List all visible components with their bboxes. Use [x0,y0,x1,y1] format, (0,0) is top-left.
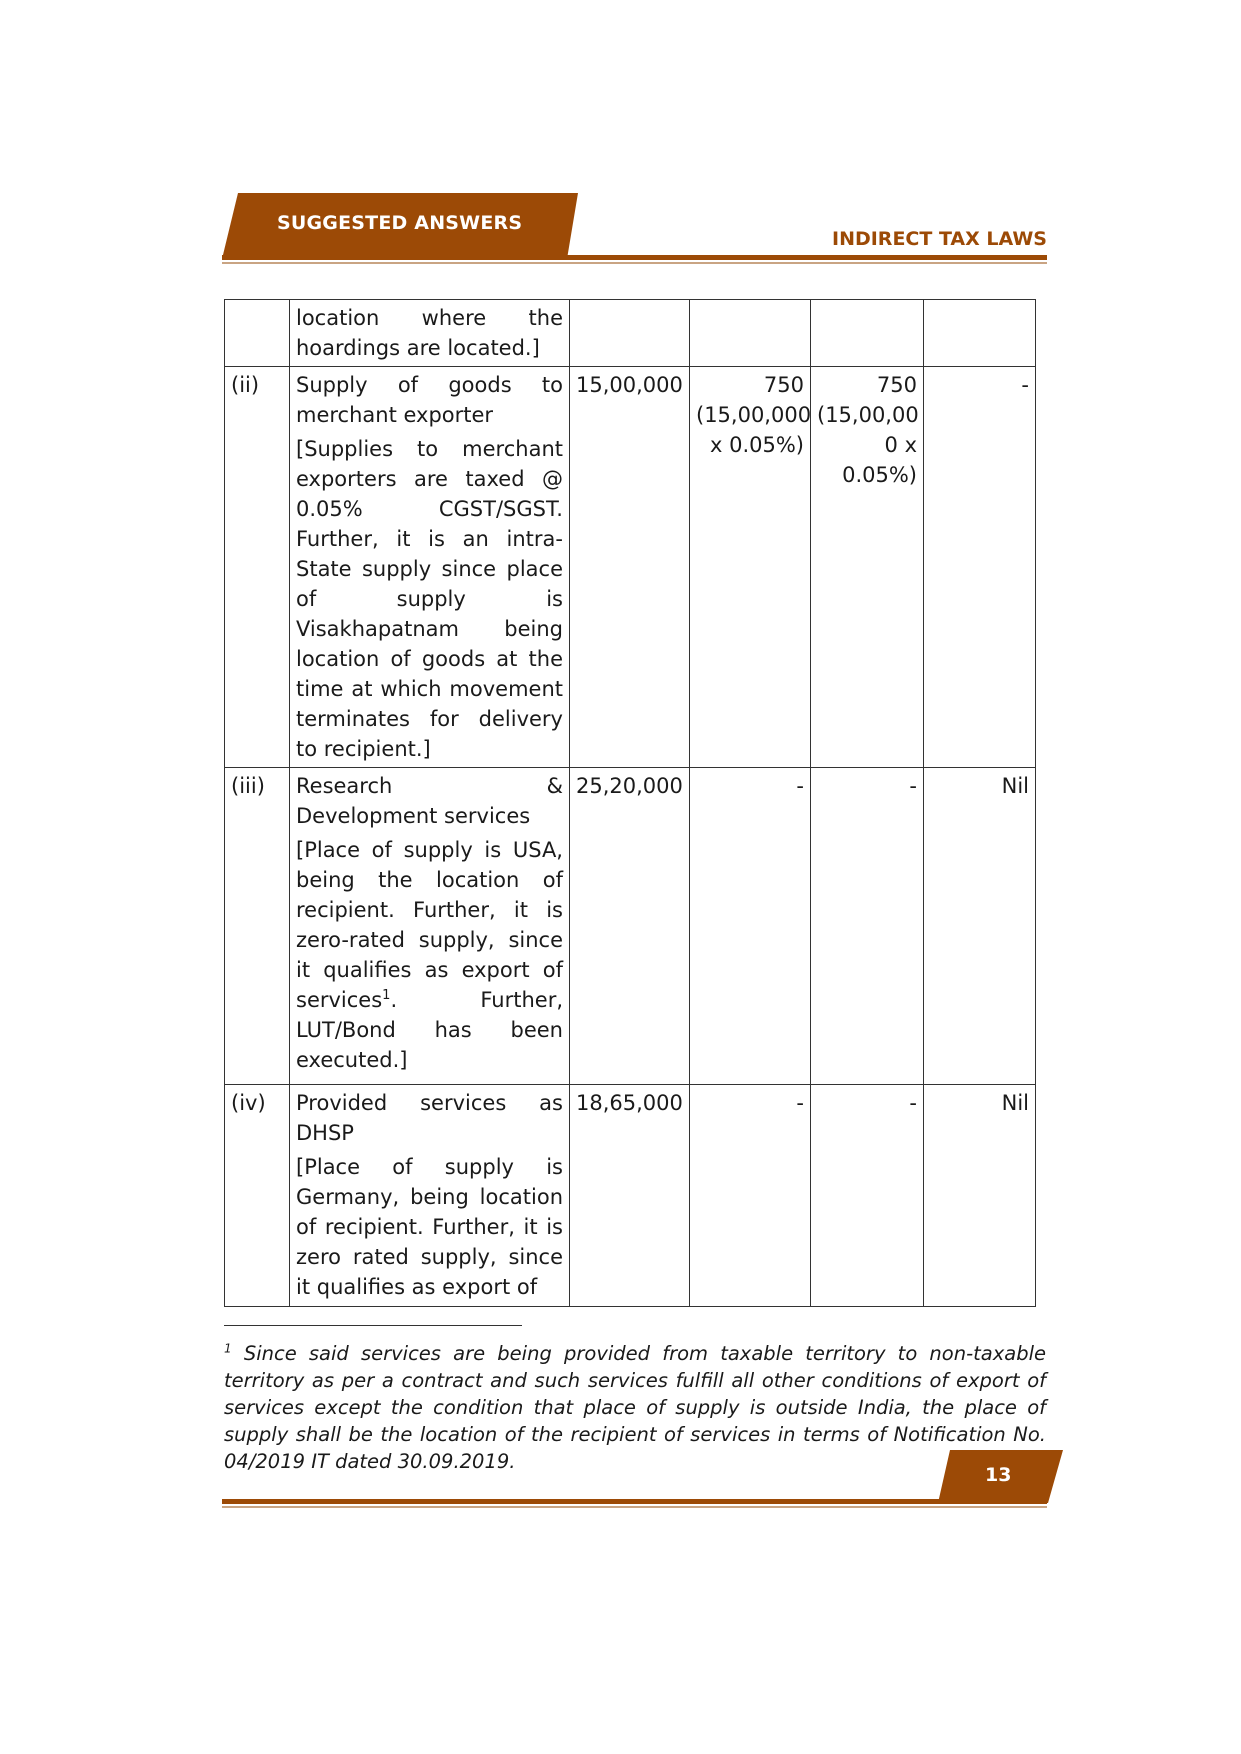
description-cell [290,300,570,367]
table-row [225,1085,1036,1307]
sno-cell: (iii) [225,768,290,1085]
description-note: [Supplies to merchant exporters are taxed @ 0.05% CGST/SGST. Further, it is an intra-State supply since place of supply is Visakhapatnam being location of goods at the time at which movement terminates for delivery to recipient.] [296,437,563,761]
table-row [225,768,1036,1085]
table-row [225,367,1036,768]
description-main: Supply of goods to merchant exporter [296,373,563,427]
footnote-separator [224,1325,522,1326]
cgst-cell: - [690,1085,811,1307]
igst-cell: Nil [924,1085,1036,1307]
value-cell: 25,20,000 [570,768,690,1085]
footnote-marker: 1 [224,1341,232,1356]
footer-rule-thin [222,1506,1047,1508]
value-cell [570,300,690,367]
header-rule [222,255,1047,260]
table-row [225,300,1036,367]
sgst-cell: - [811,1085,924,1307]
description-note: [Place of supply is Germany, being location of recipient. Further, it is zero rated supply, since it qualifies as export of [296,1155,563,1299]
footer-rule [222,1499,1047,1504]
igst-cell: Nil [924,768,1036,1085]
header-rule-thin [222,262,1047,264]
description-cell [290,367,570,768]
sno-cell: (iv) [225,1085,290,1307]
value-cell: 18,65,000 [570,1085,690,1307]
description-main: Research & Development services [296,774,563,828]
cgst-cell: 750 (15,00,000 x 0.05%) [690,367,811,768]
footnote [224,1340,1046,1475]
tax-table [224,299,1036,1307]
page-number: 13 [985,1464,1012,1486]
description-cell [290,1085,570,1307]
sno-cell [225,300,290,367]
sgst-cell [811,300,924,367]
sno-cell: (ii) [225,367,290,768]
description-main: location where the hoardings are located.] [296,306,563,360]
description-note [296,835,563,1075]
header-right-title: INDIRECT TAX LAWS [832,228,1047,250]
description-note-text: [Place of supply is USA, being the location of recipient. Further, it is zero-rated supply, since it qualifies as export of services [296,838,563,1012]
cgst-cell: - [690,768,811,1085]
cgst-cell [690,300,811,367]
footnote-text: Since said services are being provided from taxable territory to non-taxable territory as per a contract and such services fulfill all other conditions of export of services except the condition that place of supply is outside India, the place of supply shall be the location of the recipient of services in terms of Notification No. 04/2019 IT dated 30.09.2019. [224,1342,1046,1473]
value-cell: 15,00,000 [570,367,690,768]
sgst-cell: 750 (15,00,00 0 x 0.05%) [811,367,924,768]
description-main: Provided services as DHSP [296,1091,563,1145]
description-cell [290,768,570,1085]
footnote-ref[interactable]: 1 [382,988,391,1003]
igst-cell [924,300,1036,367]
description-note-text: . Further, LUT/Bond has been executed.] [296,988,563,1072]
header-left-title: SUGGESTED ANSWERS [277,212,523,234]
sgst-cell: - [811,768,924,1085]
igst-cell: - [924,367,1036,768]
